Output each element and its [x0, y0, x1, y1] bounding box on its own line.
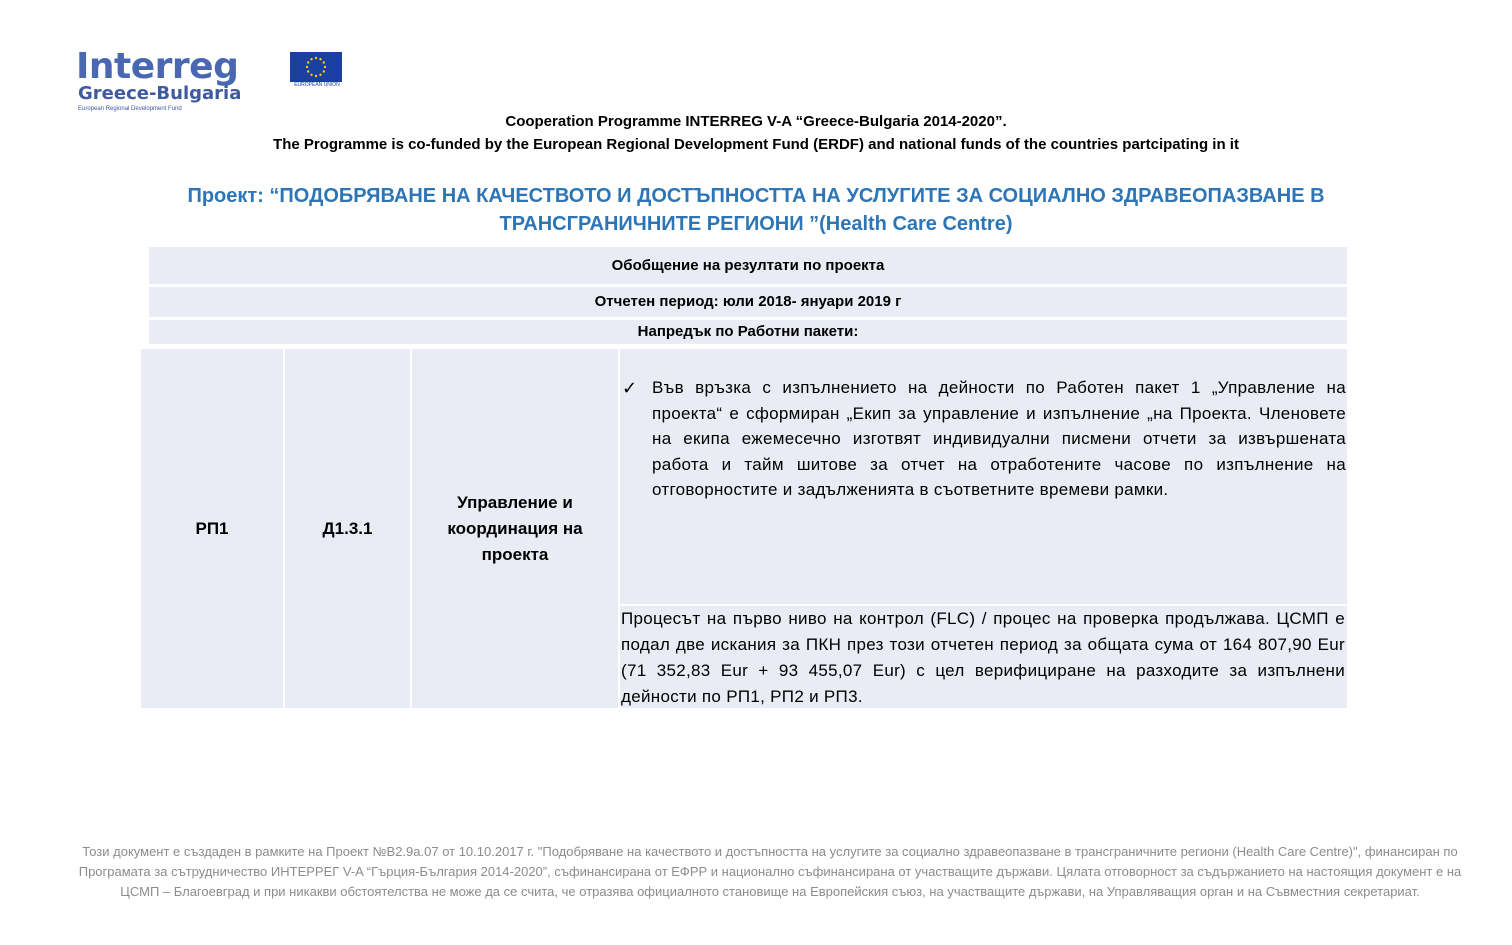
- programme-line-2: The Programme is co-funded by the European Regional Development Fund (ERDF) and national funds of the countries partcipating in it: [273, 136, 1239, 153]
- eu-star: [323, 70, 325, 72]
- flc-cell: [620, 606, 1347, 708]
- description-cell: [620, 349, 1347, 604]
- progress-header: Напредък по Работни пакети:: [149, 320, 1347, 344]
- eu-star: [324, 66, 326, 68]
- bullet-item: [622, 375, 1346, 503]
- logo-region: Greece-Bulgaria: [78, 83, 242, 104]
- logo-wordmark: Interreg: [76, 46, 239, 87]
- eu-flag-icon: [290, 52, 342, 82]
- summary-header: Обобщение на резултати по проекта: [149, 247, 1347, 284]
- eu-star: [307, 61, 309, 63]
- check-mark-icon: ✓: [622, 378, 638, 398]
- footer-disclaimer: Този документ е създаден в рамките на Проект №B2.9a.07 от 10.10.2017 г. "Подобряване на качеството и достъпността на услугите за социално здравеопазване в трансграничните региони (Health Care Centre)", финансиран по Програмата за сътрудничество ИНТЕРРЕГ V-A “Гърция-България 2014-2020”, съфинансирана от ЕФРР и национално съфинансирана от участващите държави. Цялата отговорност за съдържанието на настоящия документ е на ЦСМП – Благоевград и при никакви обстоятелства не може да се счита, че отразява официалното становище на Европейския съюз, на участващите държави, на Управляващия орган и на Съвместния секретариат.: [78, 844, 1462, 899]
- eu-star: [319, 58, 321, 60]
- eu-star: [307, 70, 309, 72]
- eu-star: [315, 75, 317, 77]
- programme-line-1: Cooperation Programme INTERREG V-A “Greece-Bulgaria 2014-2020”.: [505, 113, 1007, 130]
- eu-star: [310, 74, 312, 76]
- activity-name: Управление и координация на проекта: [447, 492, 583, 564]
- work-package-label: РП1: [195, 518, 229, 538]
- eu-star: [323, 61, 325, 63]
- period-header: Отчетен период: юли 2018- януари 2019 г: [149, 287, 1347, 317]
- eu-star: [306, 66, 308, 68]
- eu-star: [315, 57, 317, 59]
- deliverable-label: Д1.3.1: [322, 518, 373, 538]
- deliverable-cell: [285, 349, 410, 708]
- work-package-cell: [141, 349, 283, 708]
- bullet-text: Във връзка с изпълнението на дейности по Работен пакет 1 „Управление на проекта“ е сформиран „Екип за управление и изпълнение „на Проекта. Членовете на екипа ежемесечно изготвят индивидуални писмени отчети за извършената работа и тайм шитове за отчет на отработените часове по изпълнение на отговорностите и задълженията в съответните времеви рамки.: [652, 378, 1346, 500]
- logo-fund: European Regional Development Fund: [78, 106, 182, 112]
- interreg-logo: [76, 48, 356, 118]
- eu-label: EUROPEAN UNION: [294, 82, 340, 88]
- project-title: Проект: “ПОДОБРЯВАНЕ НА КАЧЕСТВОТО И ДОСТЪПНОСТТА НА УСЛУГИТЕ ЗА СОЦИАЛНО ЗДРАВЕОПАЗВАНЕ В ТРАНСГРАНИЧНИТЕ РЕГИОНИ ”(Health Care Centre): [187, 185, 1325, 235]
- eu-star: [310, 58, 312, 60]
- eu-star: [319, 74, 321, 76]
- activity-name-cell: [412, 349, 618, 708]
- flc-text: Процесът на първо ниво на контрол (FLC) / процес на проверка продължава. ЦСМП е подал две искания за ПКН през този отчетен период за общата сума от 164 807,90 Eur (71 352,83 Eur + 93 455,07 Eur) с цел верифициране на разходите за изпълнени дейности по РП1, РП2 и РП3.: [621, 609, 1345, 706]
